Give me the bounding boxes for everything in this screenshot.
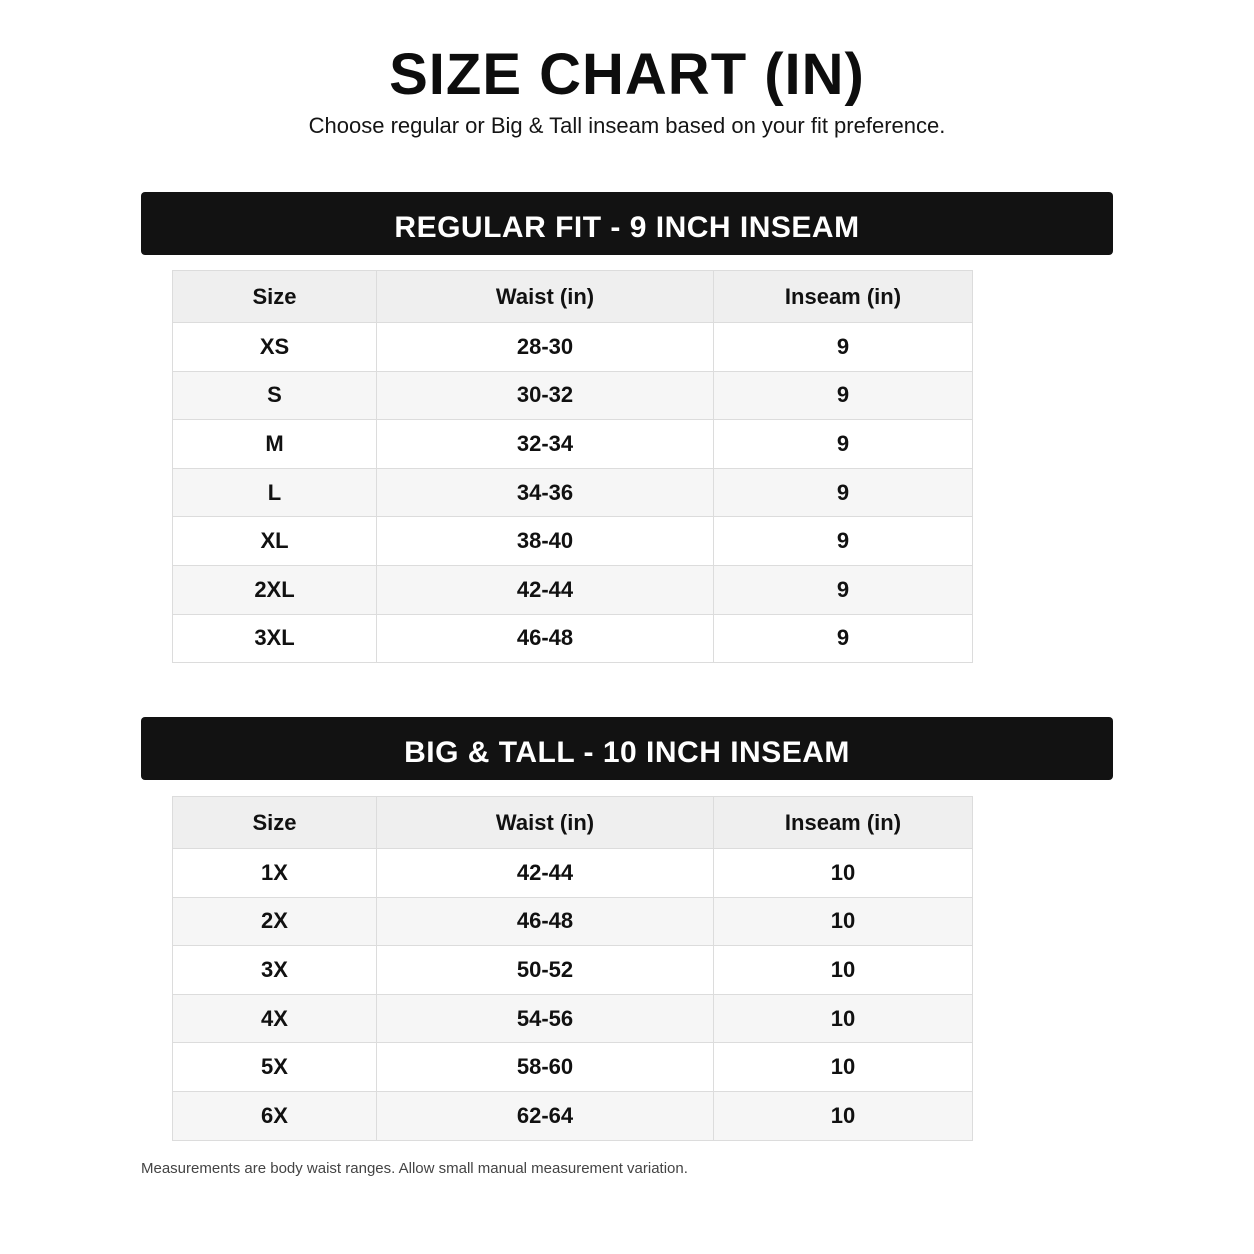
table-row (173, 468, 973, 517)
size-table-big-and-tall (172, 796, 973, 1141)
column-header-size: Size (173, 797, 377, 849)
column-header-inseam: Inseam (in) (714, 797, 973, 849)
table-row (173, 565, 973, 614)
waist-cell: 42-44 (377, 565, 714, 614)
table-row (173, 897, 973, 946)
page-subtitle: Choose regular or Big & Tall inseam based on your fit preference. (308, 113, 946, 138)
table-row (173, 1043, 973, 1092)
table-header-row (173, 271, 973, 323)
waist-cell: 62-64 (377, 1091, 714, 1140)
table-row (173, 849, 973, 898)
inseam-cell: 9 (714, 323, 973, 372)
waist-cell: 54-56 (377, 994, 714, 1043)
table-row (173, 371, 973, 420)
size-cell: XS (173, 323, 377, 372)
waist-cell: 34-36 (377, 468, 714, 517)
waist-cell: 46-48 (377, 897, 714, 946)
waist-cell: 32-34 (377, 420, 714, 469)
inseam-cell: 9 (714, 468, 973, 517)
waist-cell: 46-48 (377, 614, 714, 663)
inseam-cell: 9 (714, 614, 973, 663)
inseam-cell: 10 (714, 994, 973, 1043)
size-cell: 2X (173, 897, 377, 946)
size-cell: M (173, 420, 377, 469)
table-row (173, 420, 973, 469)
table-header-row (173, 797, 973, 849)
inseam-cell: 10 (714, 849, 973, 898)
waist-cell: 30-32 (377, 371, 714, 420)
inseam-cell: 10 (714, 897, 973, 946)
table-row (173, 1091, 973, 1140)
table-row (173, 614, 973, 663)
page-title: SIZE CHART (IN) (389, 42, 865, 107)
size-cell: 1X (173, 849, 377, 898)
table-row (173, 994, 973, 1043)
waist-cell: 50-52 (377, 946, 714, 995)
inseam-cell: 10 (714, 946, 973, 995)
waist-cell: 28-30 (377, 323, 714, 372)
table-row (173, 946, 973, 995)
waist-cell: 42-44 (377, 849, 714, 898)
size-cell: 2XL (173, 565, 377, 614)
inseam-cell: 9 (714, 371, 973, 420)
size-table-regular-fit (172, 270, 973, 663)
section-header-regular-fit: REGULAR FIT - 9 INCH INSEAM (141, 192, 1113, 255)
inseam-cell: 9 (714, 565, 973, 614)
size-cell: XL (173, 517, 377, 566)
size-cell: 3XL (173, 614, 377, 663)
inseam-cell: 9 (714, 517, 973, 566)
table-row (173, 323, 973, 372)
footnote: Measurements are body waist ranges. Allow small manual measurement variation. (141, 1160, 688, 1177)
waist-cell: 58-60 (377, 1043, 714, 1092)
inseam-cell: 10 (714, 1091, 973, 1140)
column-header-size: Size (173, 271, 377, 323)
size-cell: 5X (173, 1043, 377, 1092)
size-cell: 6X (173, 1091, 377, 1140)
size-cell: 4X (173, 994, 377, 1043)
inseam-cell: 10 (714, 1043, 973, 1092)
table-row (173, 517, 973, 566)
waist-cell: 38-40 (377, 517, 714, 566)
column-header-waist: Waist (in) (377, 797, 714, 849)
column-header-inseam: Inseam (in) (714, 271, 973, 323)
inseam-cell: 9 (714, 420, 973, 469)
size-cell: 3X (173, 946, 377, 995)
column-header-waist: Waist (in) (377, 271, 714, 323)
section-header-big-and-tall: BIG & TALL - 10 INCH INSEAM (141, 717, 1113, 780)
size-cell: L (173, 468, 377, 517)
size-cell: S (173, 371, 377, 420)
